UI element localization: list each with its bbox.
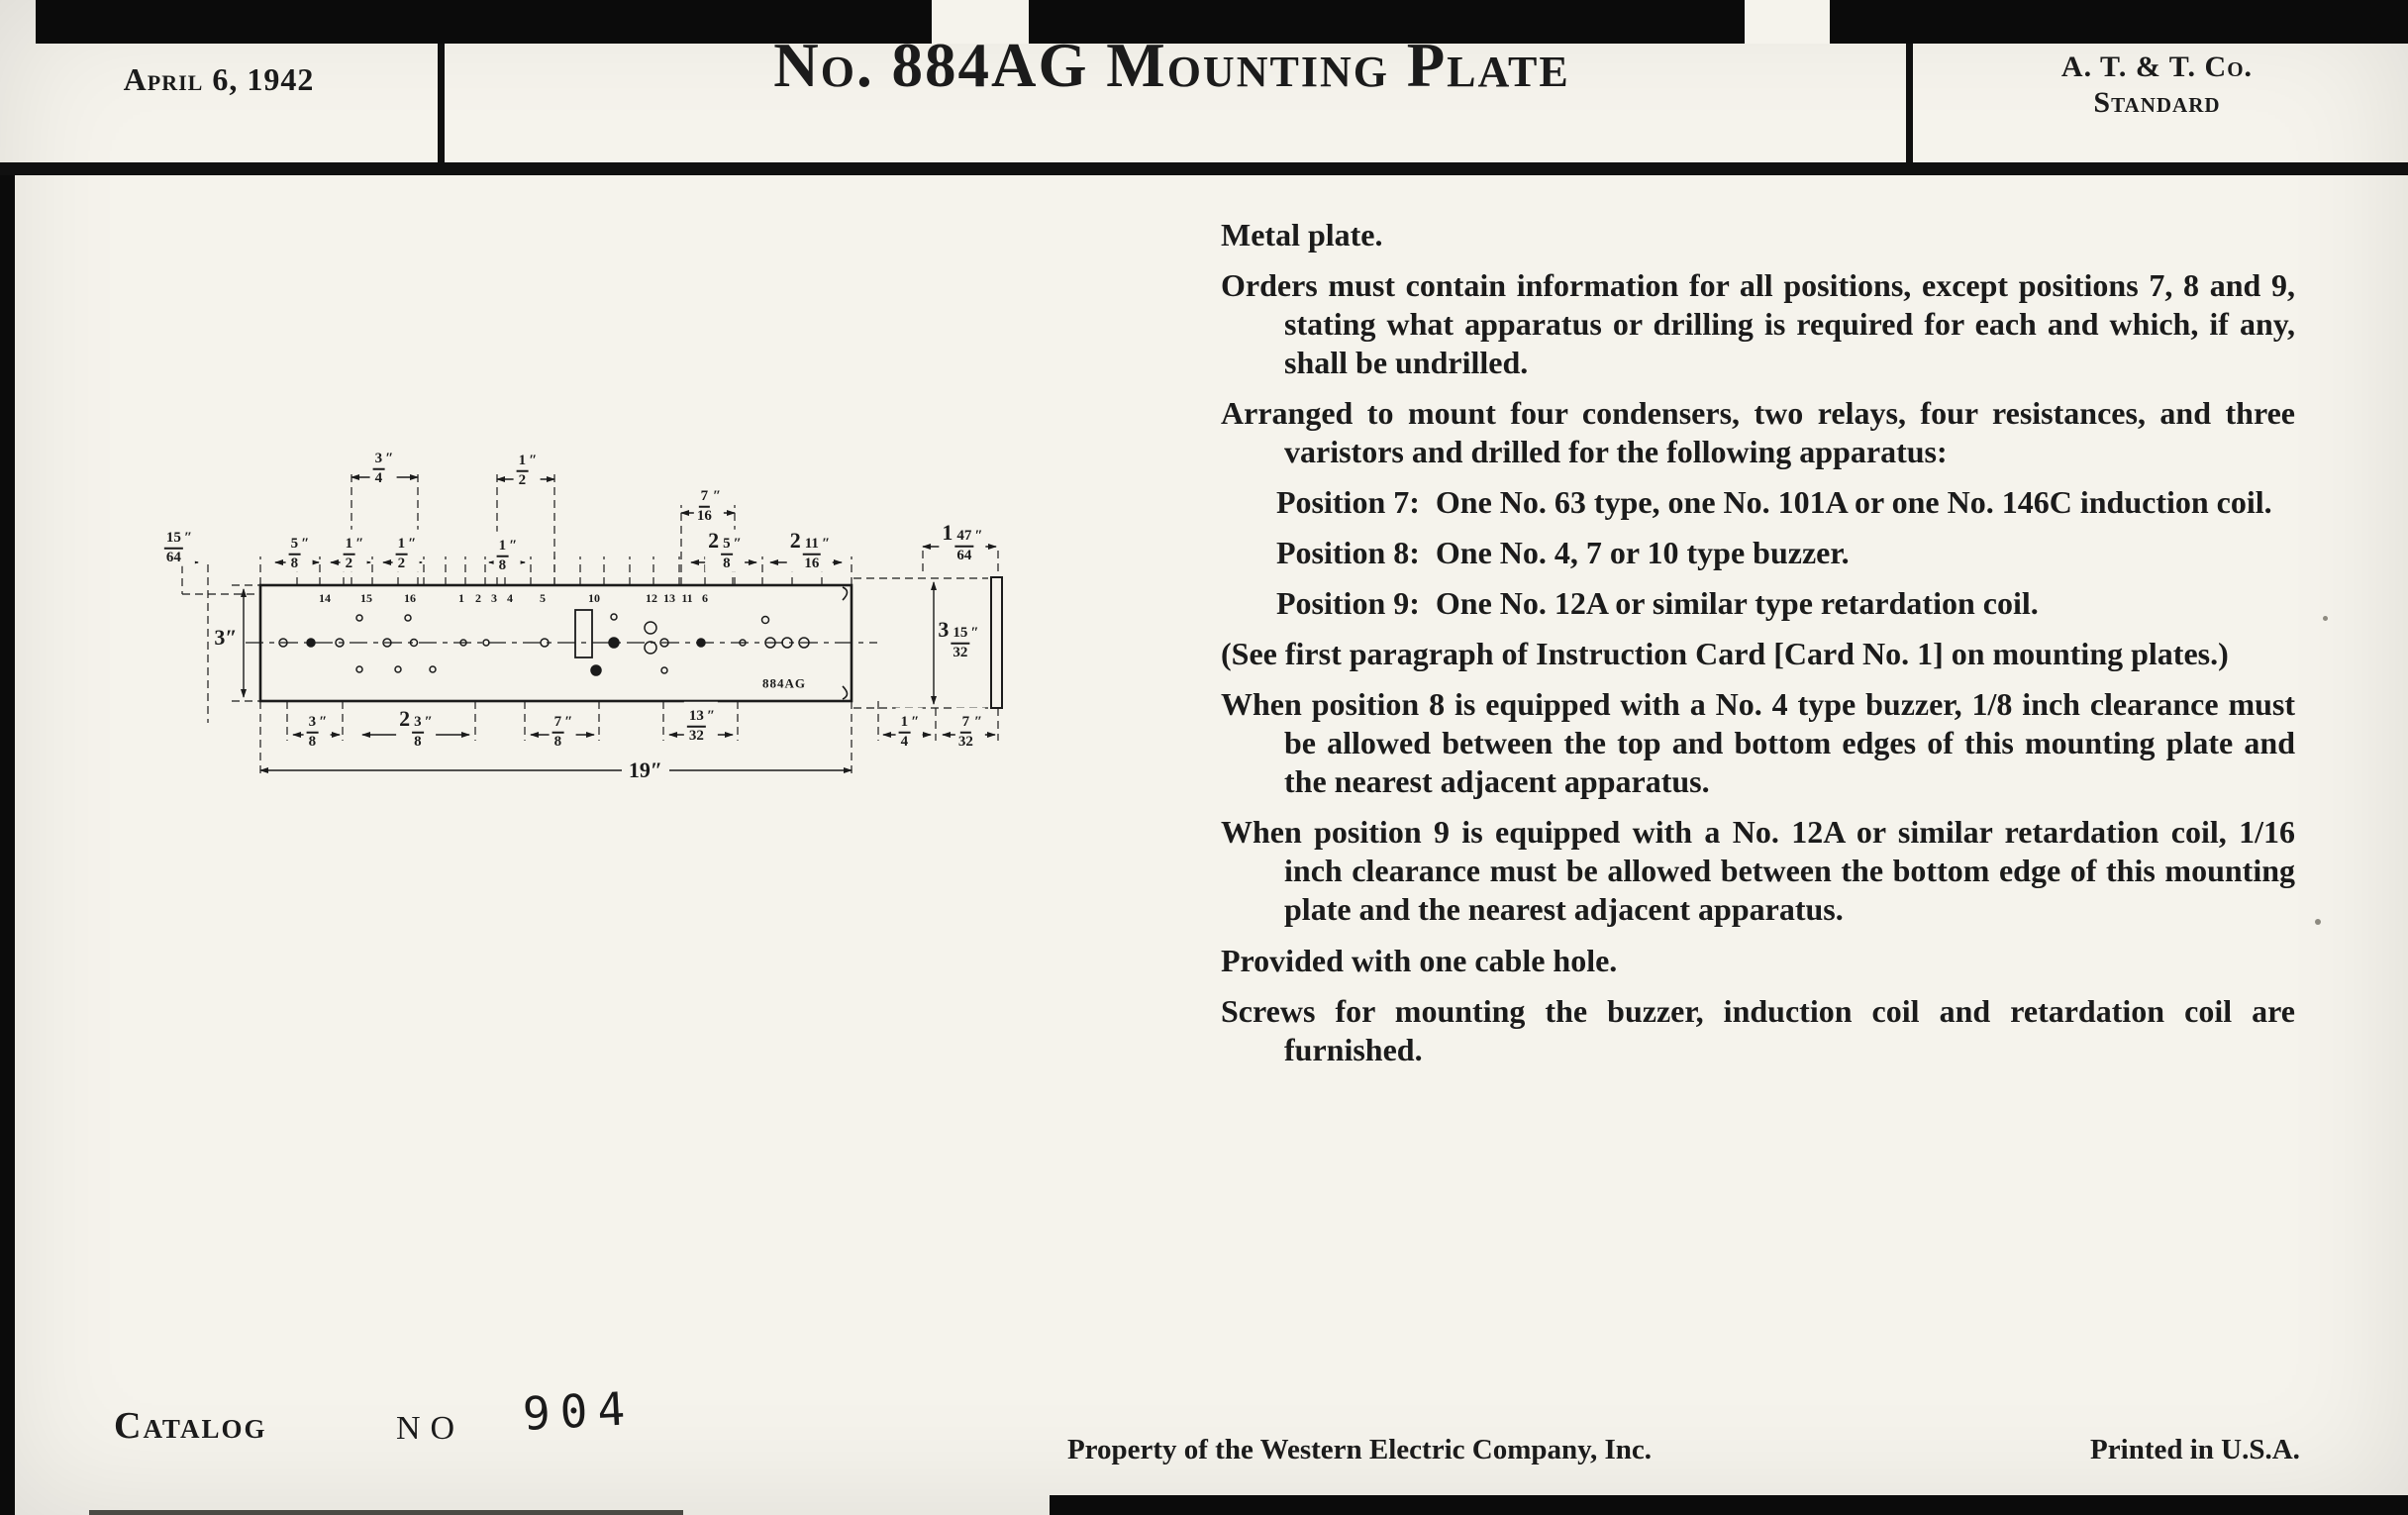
dimension-label: $\frac{7}{16}$ ″ <box>694 482 724 525</box>
dimension-label: $\frac{1}{2}$ ″ <box>393 530 420 572</box>
paragraph: Screws for mounting the buzzer, induction coil and retardation coil are furnished. <box>1221 992 2295 1067</box>
dimension-label: $\frac{1}{4}$ ″ <box>896 708 923 751</box>
organization-line2: Standard <box>2093 86 2221 119</box>
hole-number-label: 10 <box>588 591 600 605</box>
dimension-label: $\frac{1}{2}$ ″ <box>341 530 367 572</box>
dimension-label: $\frac{3}{8}$ ″ <box>304 708 331 751</box>
paragraph: Metal plate. <box>1221 217 1383 252</box>
dimension-label: $\frac{7}{8}$ ″ <box>550 708 576 751</box>
dimension-label: 2 $\frac{5}{8}$ ″ <box>705 530 745 572</box>
scan-speck <box>2315 919 2321 925</box>
dimension-label: 2 $\frac{3}{8}$ ″ <box>396 708 436 751</box>
hole-number-label: 12 <box>646 591 657 605</box>
hole-number-label: 11 <box>681 591 693 605</box>
paragraph: Position 8: One No. 4, 7 or 10 type buzzer. <box>1276 535 1850 571</box>
dimension-label: $\frac{15}{64}$ ″ <box>161 524 195 566</box>
dimension-label: 1 $\frac{47}{64}$ ″ <box>939 522 985 564</box>
dimension-label: $\frac{5}{8}$ ″ <box>286 530 313 572</box>
header-rule <box>0 162 2408 175</box>
catalog-number-stamp: 904 <box>521 1381 637 1441</box>
paragraph: Orders must contain information for all positions, except positions 7, 8 and 9, stating what apparatus or drilling is required for each and which, if any, shall be undrilled. <box>1221 267 2295 381</box>
dimension-label: 19″ <box>626 759 665 781</box>
paragraph: Position 7: One No. 63 type, one No. 101A or one No. 146C induction coil. <box>1276 484 2272 521</box>
dimension-label: 2 $\frac{11}{16}$ ″ <box>787 530 833 572</box>
scan-bottom-edge <box>1050 1495 2408 1515</box>
catalog-no-label: NO <box>396 1410 465 1447</box>
hole-number-label: 6 <box>702 591 708 605</box>
scan-left-edge <box>0 175 15 1515</box>
hole-number-label: 15 <box>360 591 372 605</box>
paragraph: When position 8 is equipped with a No. 4 type buzzer, 1/8 inch clearance must be allowed between the top and bottom edges of this mounting plate and the nearest adjacent apparatus. <box>1221 686 2295 800</box>
hole-number-label: 2 <box>475 591 481 605</box>
dimension-label: $\frac{3}{4}$ ″ <box>370 445 397 487</box>
scan-speck <box>2323 616 2328 621</box>
hole-number-label: 14 <box>319 591 331 605</box>
hole-number-label: 5 <box>540 591 546 605</box>
dimension-label: $\frac{1}{2}$ ″ <box>514 447 541 489</box>
paragraph: Arranged to mount four condensers, two relays, four resistances, and three varistors and drilled for the following apparatus: <box>1221 395 2295 470</box>
paragraph: Provided with one cable hole. <box>1221 942 1618 978</box>
hole-number-label: 16 <box>404 591 416 605</box>
scan-bottom-line <box>89 1510 683 1515</box>
dimension-label: $\frac{7}{32}$ ″ <box>955 708 985 751</box>
paragraph: (See first paragraph of Instruction Card [Card No. 1] on mounting plates.) <box>1221 636 2229 672</box>
mounting-plate-drawing <box>149 426 1040 792</box>
issue-date: April 6, 1942 <box>123 61 315 97</box>
hole-number-label: 1 <box>458 591 464 605</box>
organization-line1: A. T. & T. Co. <box>2060 50 2254 83</box>
dimension-label: 3 $\frac{15}{32}$ ″ <box>935 619 981 661</box>
property-note: Property of the Western Electric Company, Inc. <box>1066 1434 1653 1465</box>
paragraph: Position 9: One No. 12A or similar type retardation coil. <box>1276 585 2039 622</box>
catalog-label: Catalog <box>114 1405 267 1447</box>
printed-note: Printed in U.S.A. <box>2090 1434 2300 1465</box>
paragraph: When position 9 is equipped with a No. 12A or similar retardation coil, 1/16 inch clearance must be allowed between the bottom edge of this mounting plate and the nearest adjacent apparatus. <box>1221 814 2295 928</box>
dimension-label: $\frac{13}{32}$ ″ <box>684 702 718 745</box>
hole-number-label: 13 <box>663 591 675 605</box>
page-title: No. 884AG Mounting Plate <box>773 31 1570 100</box>
dimension-label: 3″ <box>211 627 240 649</box>
plate-id-label: 884AG <box>762 675 806 691</box>
dimension-label: $\frac{1}{8}$ ″ <box>494 532 521 574</box>
hole-number-label: 4 <box>507 591 513 605</box>
hole-number-label: 3 <box>491 591 497 605</box>
description-text-column <box>1221 216 2295 1081</box>
organization-block <box>1906 50 2408 121</box>
